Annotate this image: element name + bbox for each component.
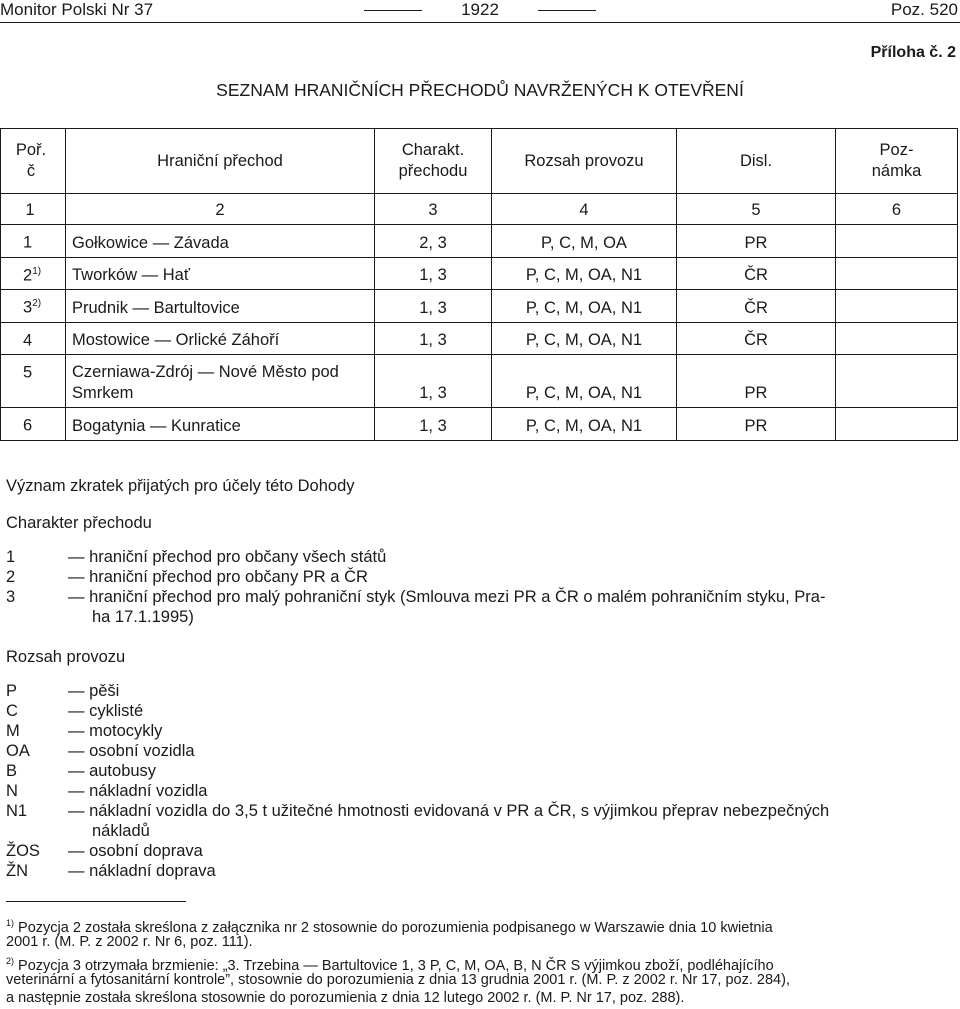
header-char-line2: přechodu [398,162,468,180]
position-number: Poz. 520 [890,0,958,19]
crossing-scope: P, C, M, OA [492,225,677,258]
crossing-character: 1, 3 [375,257,492,290]
table-header-row [1,129,958,194]
abbreviations-heading: Význam zkratek přijatých pro účely této Dohody [6,477,355,495]
header-rule [0,22,960,23]
crossing-character: 1, 3 [375,355,492,408]
row-number: 6 [1,408,66,441]
header-char-line1: Charakt. [401,141,465,159]
row-number: 3$^{2)}$ [1,290,66,323]
header-note-line2: námka [871,162,922,180]
crossing-disl: PR [677,225,836,258]
header-cell-scope: Rozsah provozu [492,129,677,194]
page-number: 1922 [430,0,530,20]
table-row [1,290,958,323]
column-number: 5 [677,194,836,225]
crossing-disl: PR [677,408,836,441]
crossing-name: Prudnik — Bartultovice [66,290,375,323]
crossing-character: 2, 3 [375,225,492,258]
column-number: 4 [492,194,677,225]
footnote-2-continuation: a następnie została skreślona stosownie do porozumienia z dnia 12 lutego 2002 r. (M. P. Nr 17, poz. 288). [6,990,685,1006]
column-number: 1 [1,194,66,225]
footnote-2: $^{2)}$ Pozycja 3 otrzymała brzmienie: „3. Trzebina — Bartultovice 1, 3 P, C, M, OA, B, N ČR S výjimkou zboží, podléhajícího [6,956,774,974]
column-number: 3 [375,194,492,225]
header-cell-disl: Disl. [677,129,836,194]
crossing-character: 1, 3 [375,408,492,441]
crossing-name: Tworków — Hať [66,257,375,290]
row-number: 4 [1,322,66,355]
crossing-disl: ČR [677,290,836,323]
crossing-name: Mostowice — Orlické Záhoří [66,322,375,355]
scope-heading: Rozsah provozu [6,648,126,666]
column-number: 6 [836,194,958,225]
table-row [1,408,958,441]
crossing-note [836,257,958,290]
footnote-1: $^{1)}$ Pozycja 2 została skreślona z załącznika nr 2 stosownie do porozumienia podpisanego w Warszawie dnia 10 kwietnia [6,918,773,936]
crossing-note [836,225,958,258]
character-heading: Charakter přechodu [6,514,152,532]
crossing-scope: P, C, M, OA, N1 [492,355,677,408]
footnote-separator [6,901,186,902]
crossings-table [0,128,958,441]
crossing-note [836,355,958,408]
crossing-scope: P, C, M, OA, N1 [492,322,677,355]
page-header [0,0,960,24]
crossing-note [836,408,958,441]
header-no-line1: Poř. [15,141,47,159]
column-number: 2 [66,194,375,225]
footnote-2-continuation: veterinární a fytosanitární kontrole”, stosownie do porozumienia z dnia 13 grudnia 2001 r. (M. P. z 2002 r. Nr 17, poz. 284), [6,972,790,988]
crossing-disl: PR [677,355,836,408]
table-row [1,225,958,258]
crossing-name: Bogatynia — Kunratice [66,408,375,441]
table-number-row [1,194,958,225]
row-number: 5 [1,355,66,408]
table-row [1,322,958,355]
header-cell-note [836,129,958,194]
crossing-character: 1, 3 [375,290,492,323]
crossing-name: Gołkowice — Závada [66,225,375,258]
crossing-character: 1, 3 [375,322,492,355]
crossing-disl: ČR [677,257,836,290]
header-cell-no [1,129,66,194]
document-title: SEZNAM HRANIČNÍCH PŘECHODŮ NAVRŽENÝCH K OTEVŘENÍ [216,80,744,100]
annex-label: Příloha č. 2 [870,44,956,61]
header-note-line1: Poz- [879,141,914,159]
header-cell-crossing: Hraniční přechod [66,129,375,194]
row-number: 1 [1,225,66,258]
journal-name: Monitor Polski Nr 37 [0,0,154,19]
footnote-1-continuation: 2001 r. (M. P. z 2002 r. Nr 6, poz. 111). [6,934,253,950]
crossing-disl: ČR [677,322,836,355]
crossing-note [836,322,958,355]
crossing-name: Czerniawa-Zdrój — Nové Město pod Smrkem [66,355,375,408]
table-row [1,355,958,408]
table-row [1,257,958,290]
row-number: 2$^{1)}$ [1,257,66,290]
crossing-note [836,290,958,323]
crossing-scope: P, C, M, OA, N1 [492,408,677,441]
header-cell-character [375,129,492,194]
header-no-line2: č [26,162,36,180]
crossing-scope: P, C, M, OA, N1 [492,290,677,323]
crossing-scope: P, C, M, OA, N1 [492,257,677,290]
